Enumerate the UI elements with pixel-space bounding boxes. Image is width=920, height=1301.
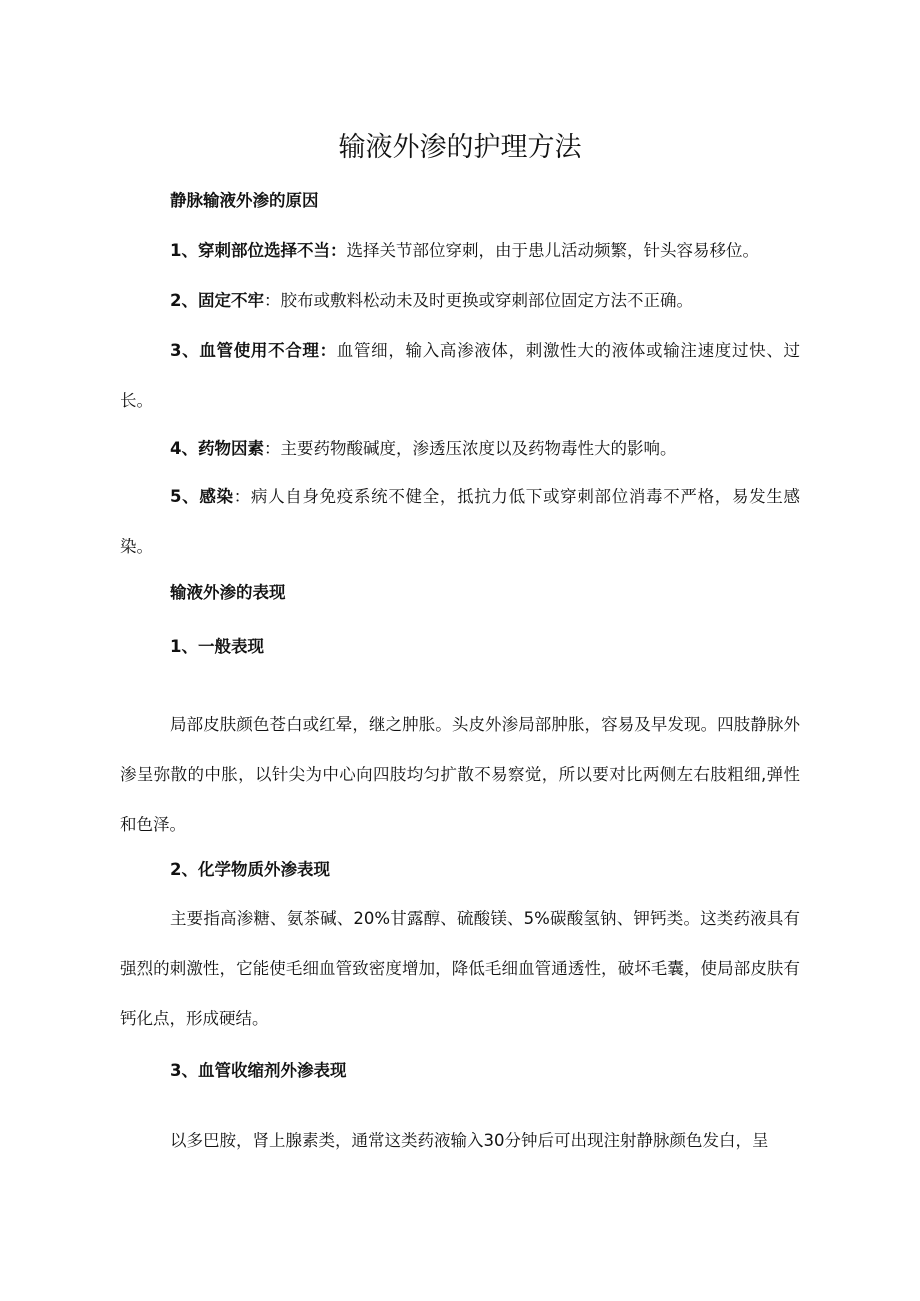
cause-item-2-label: 2、固定不牢 — [170, 291, 264, 310]
cause-item-3 — [120, 326, 800, 426]
cause-item-1 — [120, 226, 800, 276]
cause-item-2 — [120, 276, 800, 326]
section-heading-causes: 静脉输液外渗的原因 — [170, 191, 319, 210]
paragraph-general: 局部皮肤颜色苍白或红晕，继之肿胀。头皮外渗局部肿胀，容易及早发现。四肢静脉外渗呈弥散的中胀，以针尖为中心向四肢均匀扩散不易察觉，所以要对比两侧左右肢粗细,弹性和色泽。 — [120, 715, 800, 834]
cause-item-3-text: 血管细，输入高渗液体，刺激性大的液体或输注速度过快、过长。 — [120, 341, 801, 410]
cause-item-4-text: ：主要药物酸碱度，渗透压浓度以及药物毒性大的影响。 — [263, 439, 677, 458]
cause-item-3-label: 3、血管使用不合理： — [170, 341, 337, 360]
cause-item-2-text: ：胶布或敷料松动未及时更换或穿刺部位固定方法不正确。 — [263, 291, 693, 310]
cause-item-5 — [120, 472, 800, 572]
cause-item-5-text: ：病人自身免疫系统不健全，抵抗力低下或穿刺部位消毒不严格，易发生感染。 — [120, 487, 801, 556]
subsection-heading-general: 1、一般表现 — [170, 637, 264, 656]
subsection-heading-vasoconstrictor: 3、血管收缩剂外渗表现 — [170, 1061, 347, 1080]
cause-item-1-text: 选择关节部位穿刺，由于患儿活动频繁，针头容易移位。 — [346, 241, 759, 260]
cause-item-4-label: 4、药物因素 — [170, 439, 264, 458]
cause-item-1-label: 1、穿刺部位选择不当： — [170, 241, 347, 260]
cause-item-4 — [120, 424, 800, 474]
cause-item-5-label: 5、感染 — [170, 487, 234, 506]
subsection-heading-chemical: 2、化学物质外渗表现 — [170, 860, 330, 879]
paragraph-vasoconstrictor: 以多巴胺，肾上腺素类，通常这类药液输入30分钟后可出现注射静脉颜色发白，呈 — [170, 1131, 769, 1150]
section-heading-manifestations: 输液外渗的表现 — [170, 583, 286, 602]
document-title: 输液外渗的护理方法 — [338, 132, 582, 163]
paragraph-chemical: 主要指高渗糖、氨茶碱、20%甘露醇、硫酸镁、5%碳酸氢钠、钾钙类。这类药液具有强烈的刺激性，它能使毛细血管致密度增加，降低毛细血管通透性，破坏毛囊，使局部皮肤有钙化点，形成硬结。 — [120, 909, 800, 1028]
